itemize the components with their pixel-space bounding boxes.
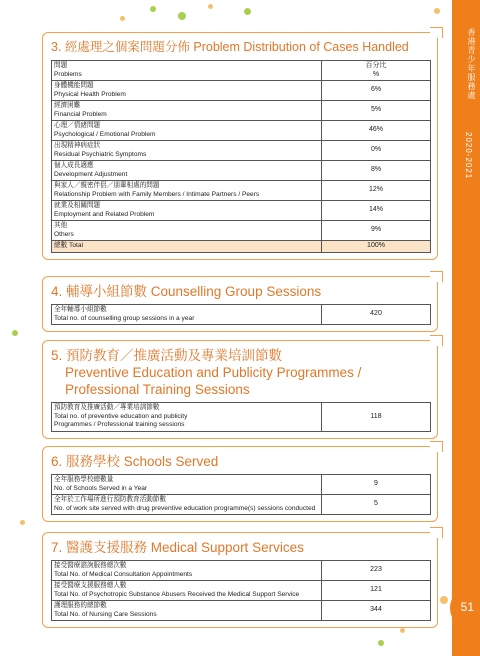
row-label-zh: 就業及相關問題 [54,202,101,209]
table-row [52,581,431,601]
table-row [52,141,431,161]
table-row [52,495,431,515]
decor-dot [440,596,448,604]
table-row [52,305,431,325]
table-row [52,81,431,101]
row-value: 9 [322,475,431,495]
section-preventive-education [42,340,438,439]
decor-dot [244,8,251,15]
row-label-en: No. of Schools Served in a Year [54,484,148,492]
page-number: 51 [460,600,474,614]
table-row [52,221,431,241]
sidebar-org: 香港青少年服務處 [467,28,476,100]
row-label-zh: 全年於工作場所進行預防教育活動節數 [54,496,167,503]
row-label-zh: 接受醫療支援服務總人數 [54,582,127,589]
table-row [52,403,431,432]
row-label-en: Employment and Related Problem [54,210,155,218]
preventive-table [51,402,431,432]
counselling-table [51,304,431,325]
decor-dot [434,8,440,14]
row-label-en: Total No. of Psychotropic Substance Abusers Received the Medical Support Service [54,590,300,598]
decor-dot [378,640,384,646]
row-label-zh: 出現精神病症狀 [54,142,101,149]
header-label-en: Problems [54,70,82,78]
problem-table [51,60,431,253]
total-value: 100% [322,241,431,253]
section-tab [430,335,443,346]
decor-dot [120,16,125,21]
section-title: 7. 醫護支援服務 Medical Support Services [51,540,304,555]
section-title [43,341,437,400]
section-counselling-group [42,276,438,332]
row-value: 121 [322,581,431,601]
row-label-zh: 全年輔導小組節數 [54,306,107,313]
decor-dot [20,520,25,525]
row-value: 344 [322,601,431,621]
row-label-zh: 與家人／親密伴侶／朋輩相處的問題 [54,182,160,189]
table-row [52,601,431,621]
row-label-en: Total No. of Medical Consultation Appointments [54,570,193,578]
header-label-zh: 問題 [54,62,68,69]
table-header-row [52,61,431,81]
medical-table [51,560,431,621]
decor-dot [12,330,18,336]
schools-table [51,474,431,515]
row-value: 46% [322,121,431,141]
section-medical-support [42,532,438,628]
section-tab [430,271,443,282]
row-label-zh: 其他 [54,222,68,229]
row-label-en: Others [54,230,74,238]
row-label-en: Total no. of counselling group sessions in a year [54,314,195,322]
section-problem-distribution [42,32,438,260]
row-label-en: Relationship Problem with Family Members / Intimate Partners / Peers [54,190,260,198]
table-row [52,561,431,581]
row-label-en: Psychological / Emotional Problem [54,130,156,138]
row-value: 14% [322,201,431,221]
sidebar-year: 2020-2021 [464,132,473,180]
section-title-line1: 5. 預防教育／推廣活動及專業培訓節數 [51,348,283,363]
row-label-en: No. of work site served with drug preventive education programme(s) sessions conducted [54,504,316,512]
row-label-en: Financial Problem [54,110,107,118]
header-value-zh: 百分比 [365,62,387,69]
row-value: 5 [322,495,431,515]
section-tab [430,27,443,38]
row-value: 118 [322,403,431,432]
row-label-zh: 經濟困難 [54,102,81,109]
table-row [52,161,431,181]
section-schools-served [42,446,438,522]
table-row [52,475,431,495]
table-row [52,101,431,121]
section-title-line3: Professional Training Sessions [65,382,250,397]
row-label-zh: 個人成長適應 [54,162,94,169]
row-value: 12% [322,181,431,201]
table-row [52,201,431,221]
row-label-zh: 心理／情緒問題 [54,122,101,129]
row-label-en: Total no. of preventive education and publicity [54,412,188,420]
row-value: 8% [322,161,431,181]
section-title: 6. 服務學校 Schools Served [51,454,219,469]
section-title: 3. 經處理之個案問題分佈 Problem Distribution of Cases Handled [51,40,409,54]
decor-dot [178,12,186,20]
row-label-en-2: Programmes / Professional training sessions [54,421,185,428]
row-value: 6% [322,81,431,101]
table-row [52,181,431,201]
row-label-zh: 預防教育及推廣活動／專業培訓節數 [54,404,160,411]
decor-dot [150,6,156,12]
row-value: 223 [322,561,431,581]
row-label-zh: 身體機能問題 [54,82,94,89]
row-label-zh: 全年服務學校總數量 [54,476,114,483]
header-value-en: % [372,70,380,78]
row-label-en: Total No. of Nursing Care Sessions [54,610,157,618]
table-total-row [52,241,431,253]
decor-dot [208,4,213,9]
total-label: 總數 Total [52,241,322,253]
row-value: 9% [322,221,431,241]
row-label-en: Development Adjustment [54,170,128,178]
row-value: 0% [322,141,431,161]
section-tab [430,527,443,538]
row-value: 5% [322,101,431,121]
row-label-en: Residual Psychiatric Symptoms [54,150,147,158]
section-title: 4. 輔導小組節數 Counselling Group Sessions [51,284,322,299]
table-row [52,121,431,141]
row-value: 420 [322,305,431,325]
row-label-en: Physical Health Problem [54,90,126,98]
section-title-line2: Preventive Education and Publicity Programmes / [65,365,362,380]
decor-dot [400,628,405,633]
row-label-zh: 接受醫療諮詢服務總次數 [54,562,127,569]
row-label-zh: 護理服務的總節數 [54,602,107,609]
section-tab [430,441,443,452]
